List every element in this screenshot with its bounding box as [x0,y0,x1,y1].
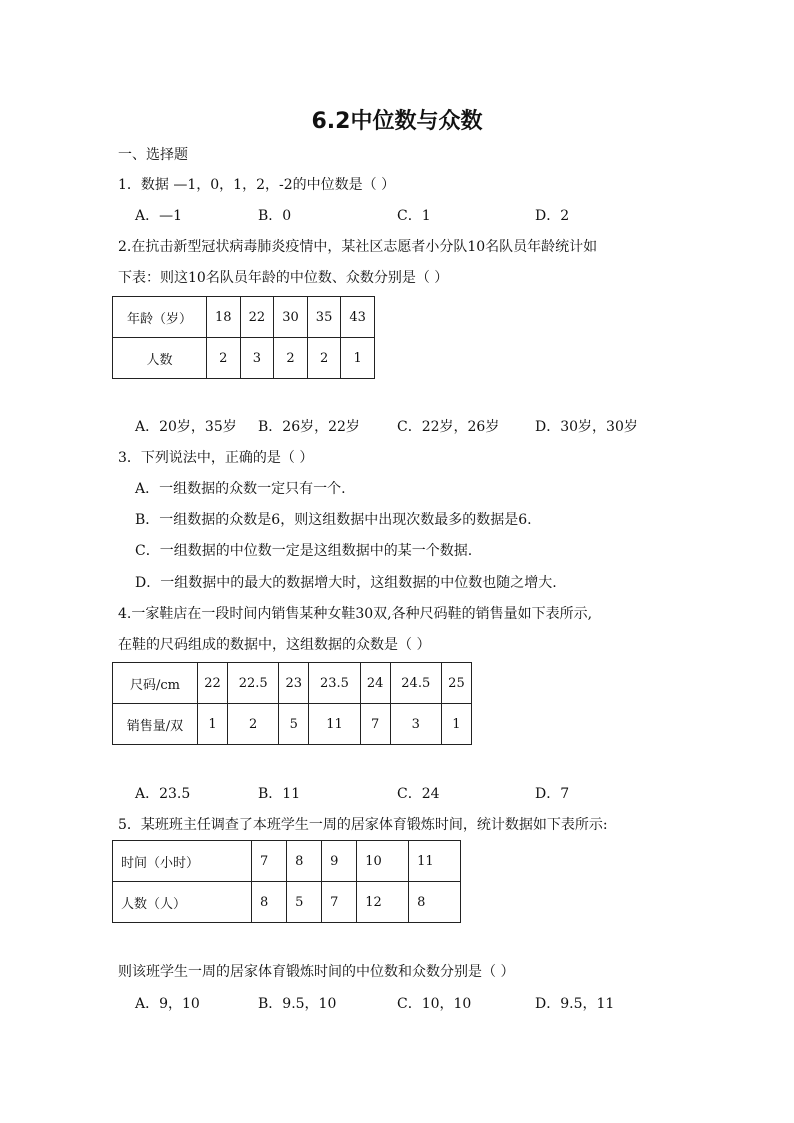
table-cell: 43 [341,297,375,338]
table-row [113,704,472,745]
table-cell: 30 [274,297,308,338]
table-row [113,882,461,923]
table-cell: 10 [357,841,409,882]
table-header-cell: 人数 [113,338,207,379]
table-cell: 8 [409,882,461,923]
question-5-option-b: B．9.5，10 [258,996,337,1012]
table-cell: 7 [360,704,390,745]
table-row [113,297,375,338]
page-title: 6.2中位数与众数 [311,109,483,134]
question-2-stem-line-2: 下表：则这10名队员年龄的中位数、众数分别是（ ） [118,270,449,286]
table-cell: 1 [441,704,471,745]
question-4-option-a: A．23.5 [135,786,191,802]
table-cell: 8 [252,882,287,923]
table-row [113,663,472,704]
table-header-cell: 人数（人） [113,882,252,923]
question-1-option-b: B．0 [258,208,292,224]
question-4-option-d: D．7 [535,786,570,802]
question-4-table [112,662,472,745]
question-2-option-b: B．26岁，22岁 [258,419,360,435]
table-cell: 1 [198,704,228,745]
question-5-stem-after: 则该班学生一周的居家体育锻炼时间的中位数和众数分别是（ ） [118,964,515,980]
question-3-stem: 3．下列说法中，正确的是（ ） [118,450,314,466]
table-cell: 23.5 [309,663,360,704]
question-5-option-d: D．9.5，11 [535,996,615,1012]
table-header-cell: 销售量/双 [113,704,198,745]
table-row [113,841,461,882]
question-3-option-d: D．一组数据中的最大的数据增大时，这组数据的中位数也随之增大. [135,575,557,591]
question-5-stem: 5．某班班主任调查了本班学生一周的居家体育锻炼时间，统计数据如下表所示: [118,817,608,833]
table-header-cell: 时间（小时） [113,841,252,882]
table-cell: 22 [198,663,228,704]
table-cell: 12 [357,882,409,923]
question-1-option-a: A．—1 [135,208,183,224]
table-cell: 9 [322,841,357,882]
table-cell: 22.5 [228,663,279,704]
question-3-option-a: A．一组数据的众数一定只有一个. [135,481,346,497]
table-cell: 3 [390,704,441,745]
table-cell: 5 [279,704,309,745]
table-cell: 2 [307,338,341,379]
table-header-cell: 年龄（岁） [113,297,207,338]
table-cell: 35 [307,297,341,338]
table-cell: 23 [279,663,309,704]
table-cell: 11 [309,704,360,745]
table-cell: 1 [341,338,375,379]
table-cell: 7 [322,882,357,923]
question-2-option-c: C．22岁，26岁 [397,419,500,435]
question-4-option-c: C．24 [397,786,440,802]
table-cell: 7 [252,841,287,882]
question-1-option-d: D．2 [535,208,570,224]
section-heading: 一、选择题 [118,147,188,163]
table-cell: 11 [409,841,461,882]
question-5-table [112,840,461,923]
question-2-table [112,296,375,379]
question-4-stem-line-1: 4.一家鞋店在一段时间内销售某种女鞋30双,各种尺码鞋的销售量如下表所示, [118,606,593,622]
question-2-option-d: D．30岁，30岁 [535,419,638,435]
table-cell: 3 [240,338,274,379]
question-3-option-c: C．一组数据的中位数一定是这组数据中的某一个数据. [135,543,473,559]
question-2-option-a: A．20岁，35岁 [135,419,237,435]
table-cell: 25 [441,663,471,704]
table-cell: 2 [207,338,241,379]
table-cell: 18 [207,297,241,338]
table-header-cell: 尺码/cm [113,663,198,704]
question-1-option-c: C．1 [397,208,431,224]
question-5-option-a: A．9，10 [135,996,200,1012]
table-cell: 24 [360,663,390,704]
question-5-option-c: C．10，10 [397,996,472,1012]
table-row [113,338,375,379]
question-2-stem-line-1: 2.在抗击新型冠状病毒肺炎疫情中，某社区志愿者小分队10名队员年龄统计如 [118,239,598,255]
table-cell: 2 [228,704,279,745]
question-4-stem-line-2: 在鞋的尺码组成的数据中，这组数据的众数是（ ） [118,637,431,653]
question-3-option-b: B．一组数据的众数是6，则这组数据中出现次数最多的数据是6. [135,512,532,528]
table-cell: 5 [287,882,322,923]
table-cell: 24.5 [390,663,441,704]
table-cell: 8 [287,841,322,882]
table-cell: 2 [274,338,308,379]
table-cell: 22 [240,297,274,338]
question-4-option-b: B．11 [258,786,301,802]
question-1-stem: 1．数据 —1，0，1，2，-2的中位数是（ ） [118,177,396,193]
